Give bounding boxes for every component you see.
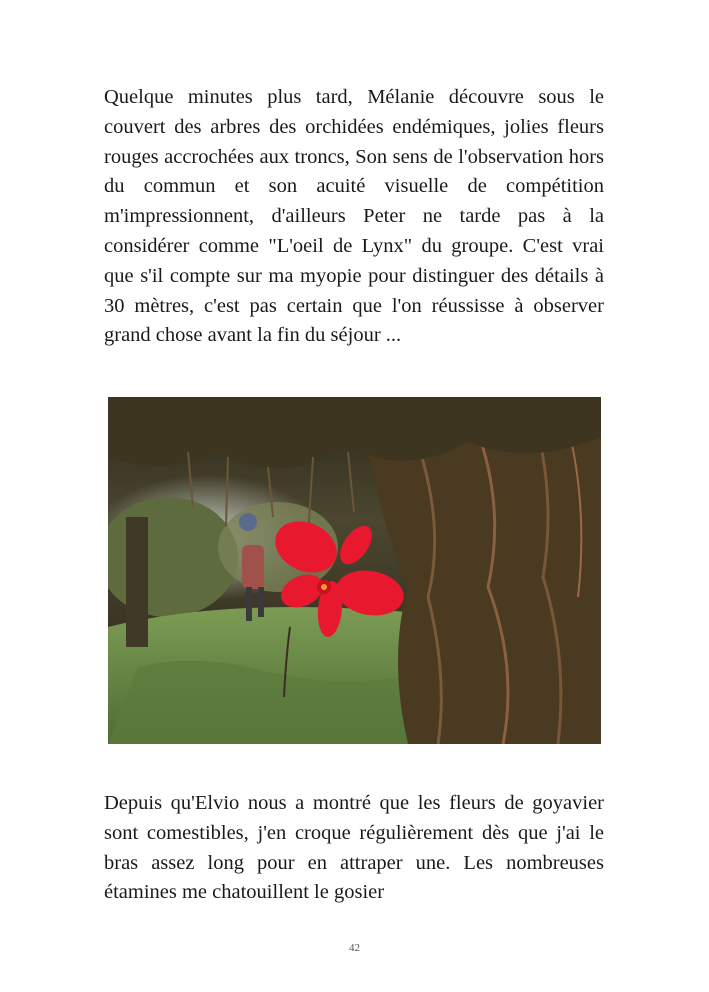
orchid-photo [108, 397, 601, 744]
orchid-photo-illustration [108, 397, 601, 744]
paragraph-goyavier: Depuis qu'Elvio nous a montré que les fleurs de goyavier sont comestibles, j'en croque régulièrement dès que j'ai le bras assez long pour en attraper une. Les nombreuses étamines me chatouillent le gosier [104, 792, 604, 904]
page-number: 42 [349, 942, 360, 954]
paragraph-intro: Quelque minutes plus tard, Mélanie découvre sous le couvert des arbres des orchidées endémiques, jolies fleurs rouges accrochées aux troncs, Son sens de l'observation hors du commun et son acuité visuelle de compétition m'impressionnent, d'ailleurs Peter ne tarde pas à la considérer comme "L'oeil de Lynx" du groupe. C'est vrai que s'il compte sur ma myopie pour distinguer des détails à 30 mètres, c'est pas certain que l'on réussisse à observer grand chose avant la fin du séjour ... [104, 86, 604, 347]
